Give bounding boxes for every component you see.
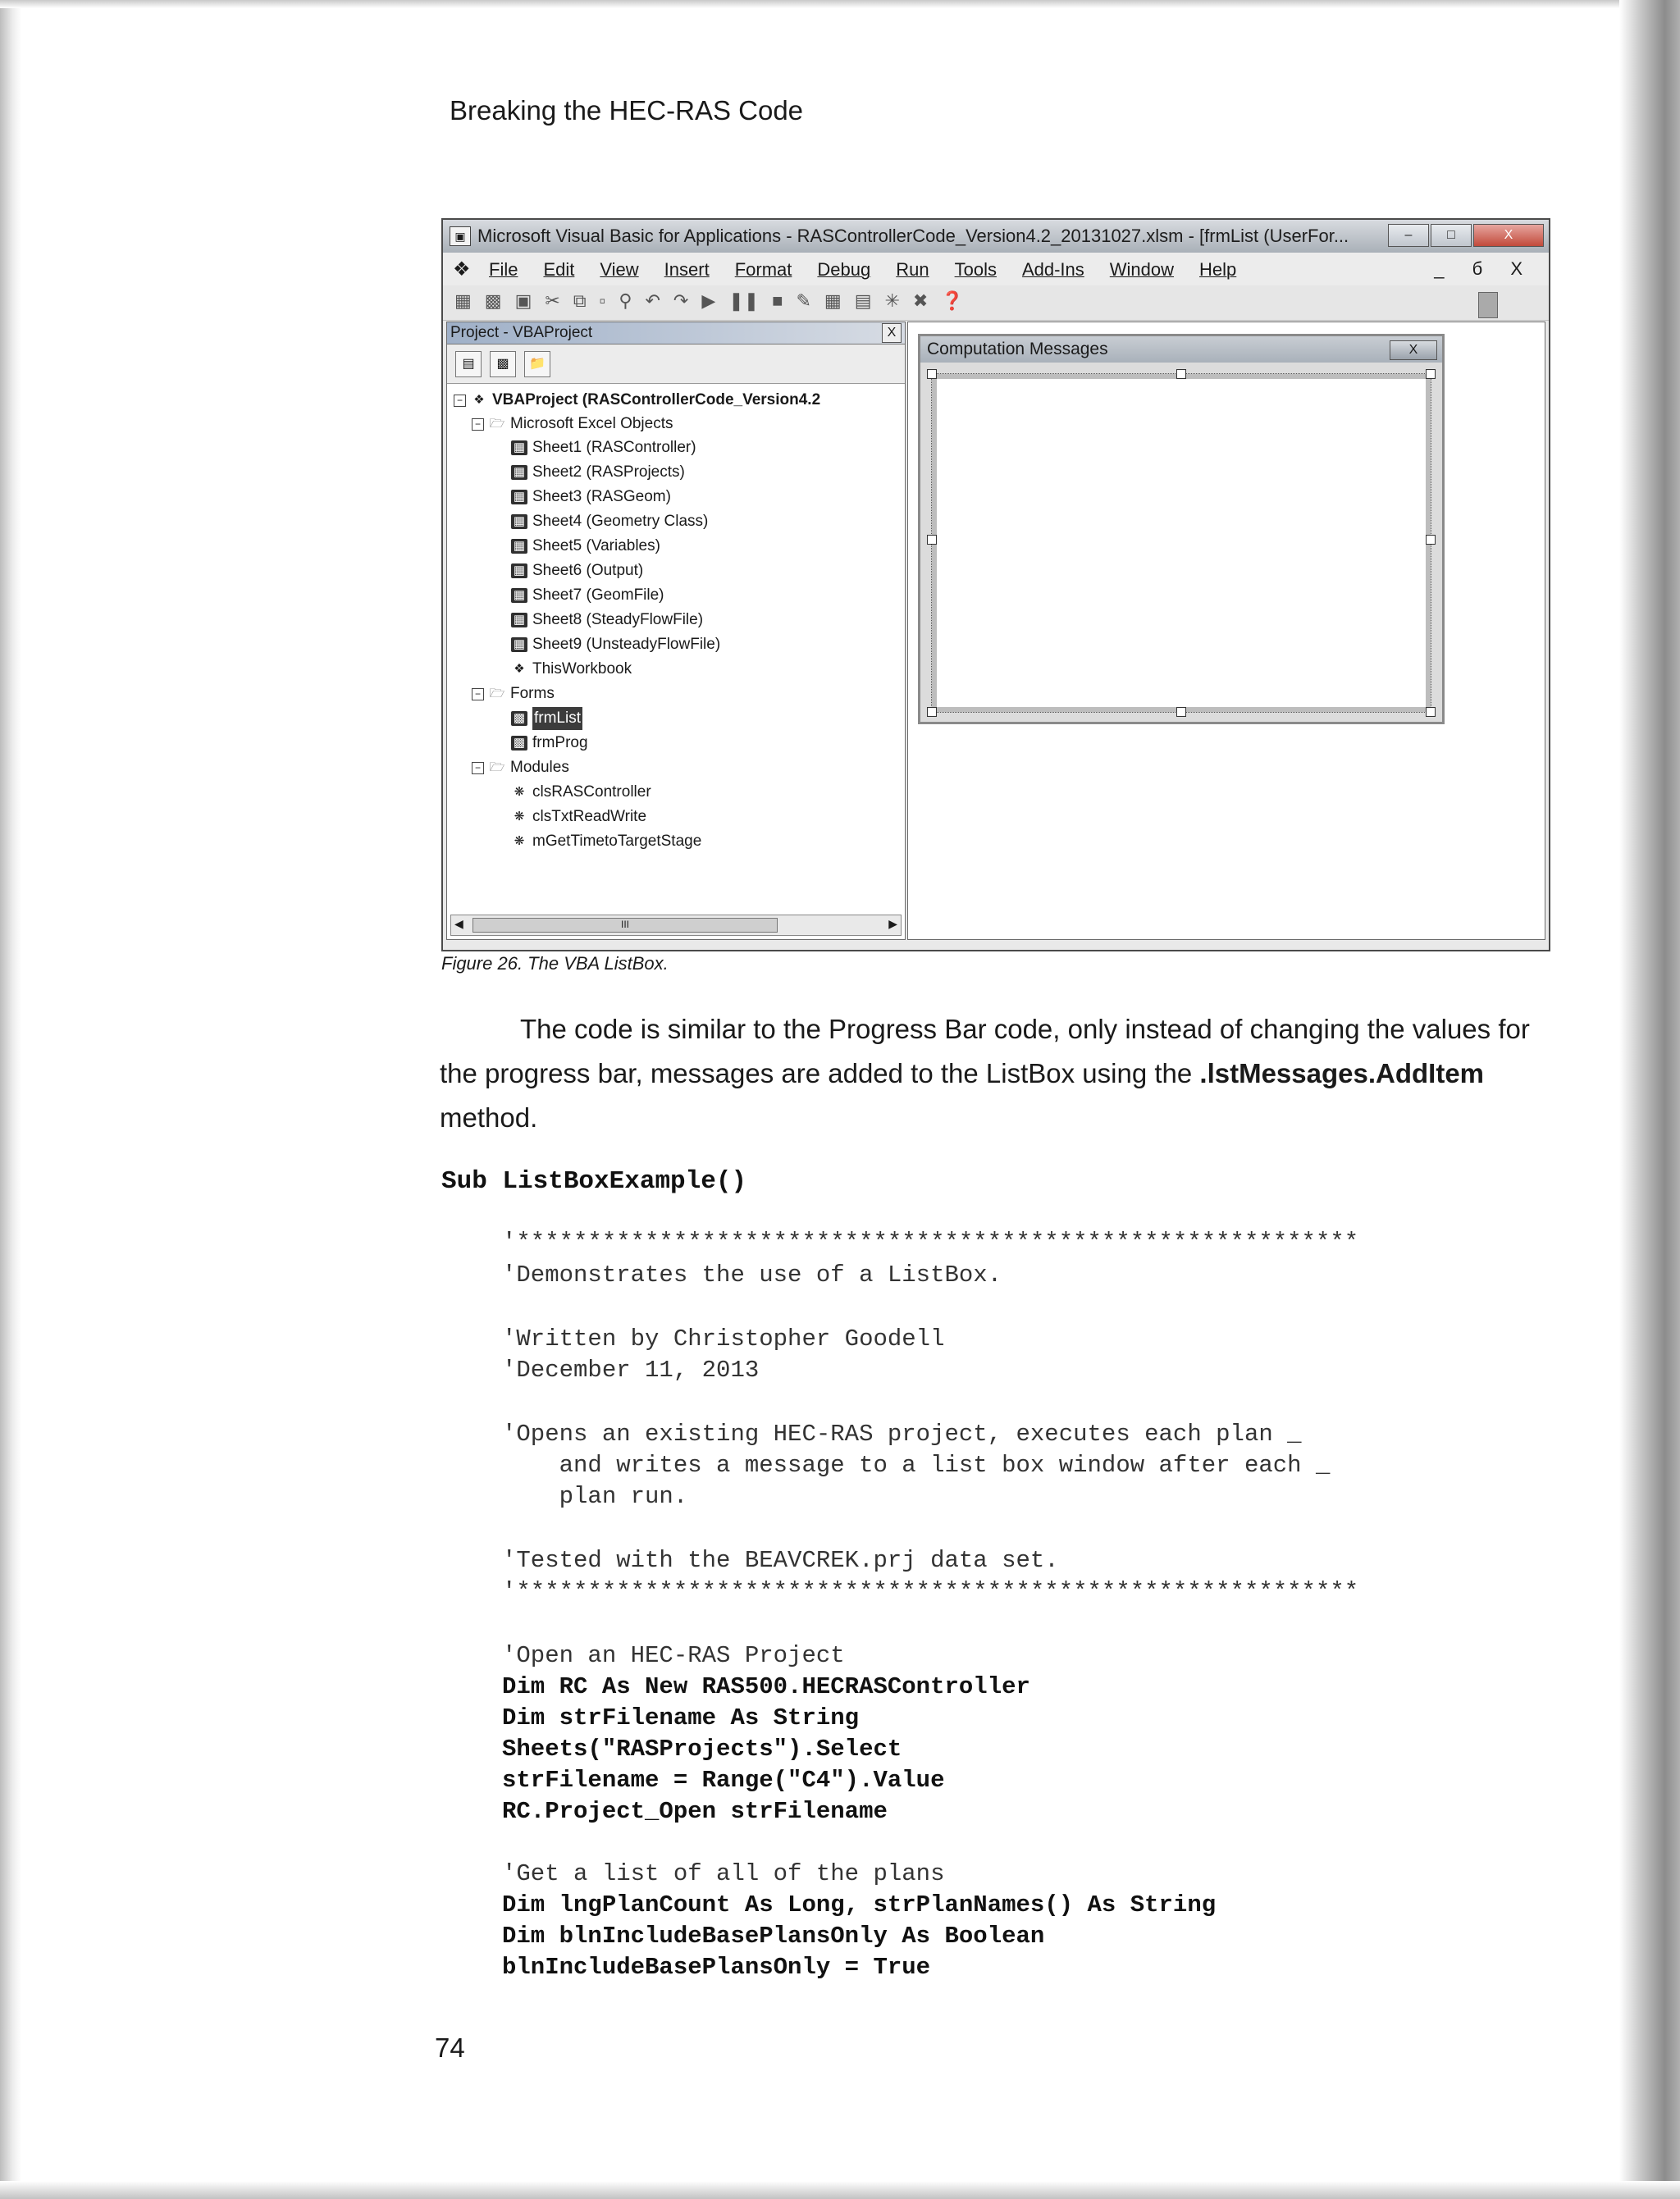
sheet-icon: ▦ — [511, 465, 527, 480]
tree-node[interactable] — [511, 436, 696, 459]
code-line: Dim strFilename As String — [502, 1704, 860, 1731]
workbook-icon: ❖ — [514, 662, 525, 676]
tree-node[interactable] — [472, 756, 569, 779]
sub-header: Sub ListBoxExample() — [441, 1167, 747, 1196]
toolbox-icon[interactable]: ✖ — [912, 290, 929, 311]
code-line: Dim RC As New RAS500.HECRASController — [502, 1673, 1030, 1700]
tree-node[interactable] — [511, 535, 660, 558]
project-explorer-close-button[interactable]: X — [882, 323, 902, 343]
toolbar-scroll-grip[interactable] — [1478, 292, 1498, 318]
tree-node[interactable] — [511, 805, 646, 828]
tree-node-selected[interactable] — [511, 707, 582, 730]
tree-node[interactable] — [511, 461, 685, 484]
folder-icon: 🗁 — [489, 687, 505, 700]
tree-node[interactable] — [511, 830, 701, 853]
reset-icon[interactable]: ■ — [772, 290, 783, 311]
menu-window[interactable]: Window — [1109, 259, 1175, 280]
code-line: 'Open an HEC-RAS Project — [502, 1642, 845, 1669]
userform-frmlist[interactable] — [918, 334, 1445, 724]
view-code-icon[interactable]: ▤ — [455, 351, 482, 377]
tree-node-label: Modules — [510, 759, 569, 776]
page-number: 74 — [435, 2032, 465, 2063]
mdi-controls[interactable]: _ б X — [1434, 258, 1534, 279]
userform-title-bar — [920, 336, 1442, 363]
horizontal-scrollbar[interactable] — [450, 915, 902, 936]
folder-icon: 🗁 — [489, 417, 505, 431]
resize-handle[interactable] — [1426, 535, 1436, 545]
code-line: 'Demonstrates the use of a ListBox. — [502, 1261, 1002, 1289]
resize-handle[interactable] — [1426, 707, 1436, 717]
design-mode-icon[interactable]: ✎ — [796, 290, 811, 311]
maximize-button[interactable]: □ — [1431, 224, 1472, 247]
scroll-thumb[interactable]: III — [472, 918, 778, 933]
tree-node-label: Sheet1 (RASController) — [532, 439, 696, 456]
userform-title: Computation Messages — [927, 340, 1108, 358]
tree-node[interactable] — [454, 389, 820, 412]
vba-editor-window — [441, 218, 1550, 951]
code-line: 'Tested with the BEAVCREK.prj data set. — [502, 1547, 1059, 1574]
tree-node-label: frmProg — [532, 734, 588, 751]
sheet-icon: ▦ — [511, 490, 527, 504]
paste-icon[interactable]: ▫ — [599, 290, 606, 311]
title-bar — [443, 220, 1549, 253]
code-line: 'Written by Christopher Goodell — [502, 1325, 945, 1353]
tree-node-label: Forms — [510, 685, 555, 702]
tree-node-label: mGetTimetoTargetStage — [532, 833, 702, 850]
code-line: Dim blnIncludeBasePlansOnly As Boolean — [502, 1923, 1045, 1950]
code-line: 'Get a list of all of the plans — [502, 1860, 945, 1887]
folder-icon: 🗁 — [489, 760, 505, 774]
view-object-icon[interactable]: ▩ — [490, 351, 516, 377]
object-browser-icon[interactable]: ✳ — [884, 290, 900, 311]
minimize-button[interactable]: – — [1388, 224, 1429, 247]
scroll-right-icon[interactable]: ▶ — [888, 917, 897, 930]
menu-run[interactable]: Run — [896, 259, 929, 280]
tree-node-label: Microsoft Excel Objects — [510, 415, 673, 432]
form-icon: ▩ — [511, 711, 527, 726]
code-line: and writes a message to a list box window after each _ — [502, 1452, 1331, 1479]
page-edge-bottom — [0, 2181, 1680, 2199]
menu-edit[interactable]: Edit — [543, 259, 575, 280]
paragraph-text: The code is similar to the Progress Bar code, only instead of changing the values for the progress bar, messages are added to the ListBox using the — [440, 1014, 1530, 1088]
run-icon[interactable]: ▶ — [701, 290, 716, 311]
page-edge-top — [0, 0, 1680, 8]
sheet-icon: ▦ — [511, 588, 527, 603]
collapse-icon[interactable]: − — [472, 418, 484, 431]
project-explorer-icon[interactable]: ▦ — [824, 290, 842, 311]
tree-node-label: VBAProject (RASControllerCode_Version4.2 — [492, 391, 821, 408]
redo-icon[interactable]: ↷ — [673, 290, 689, 311]
tree-node[interactable] — [472, 413, 673, 436]
menu-view[interactable]: View — [600, 259, 639, 280]
tree-node-label: Sheet9 (UnsteadyFlowFile) — [532, 636, 721, 653]
method-name: .lstMessages.AddItem — [1199, 1058, 1485, 1088]
tree-node[interactable] — [511, 658, 632, 681]
sheet-icon: ▦ — [511, 637, 527, 652]
resize-handle[interactable] — [1176, 707, 1186, 717]
tree-node[interactable] — [511, 584, 664, 607]
figure-caption: Figure 26. The VBA ListBox. — [441, 953, 669, 974]
code-line: Sheets("RASProjects").Select — [502, 1736, 902, 1763]
menu-bar — [443, 253, 1549, 285]
tree-node[interactable] — [511, 781, 651, 804]
copy-icon[interactable]: ⧉ — [573, 290, 587, 311]
lstmessages-listbox[interactable] — [932, 374, 1431, 712]
tree-node-label: Sheet5 (Variables) — [532, 537, 660, 554]
class-module-icon: ❋ — [514, 785, 525, 799]
code-line: Dim lngPlanCount As Long, strPlanNames() As String — [502, 1891, 1217, 1918]
toggle-folders-icon[interactable]: 📁 — [524, 351, 550, 377]
insert-userform-icon[interactable]: ▩ — [484, 290, 502, 311]
tree-node-label: clsTxtReadWrite — [532, 808, 647, 825]
paragraph-text-end: method. — [440, 1102, 538, 1133]
tree-node[interactable] — [511, 510, 708, 533]
help-icon[interactable]: ❓ — [941, 290, 964, 311]
tree-node[interactable] — [511, 486, 671, 509]
sheet-icon: ▦ — [511, 539, 527, 554]
tree-node-label: Sheet8 (SteadyFlowFile) — [532, 611, 704, 628]
code-line: plan run. — [502, 1483, 688, 1510]
find-icon[interactable]: ⚲ — [619, 290, 632, 311]
properties-icon[interactable]: ▤ — [854, 290, 872, 311]
tree-node-label: Sheet3 (RASGeom) — [532, 488, 671, 505]
break-icon[interactable]: ❚❚ — [728, 290, 760, 311]
project-explorer-title-text: Project - VBAProject — [450, 324, 593, 341]
close-button[interactable]: X — [1473, 224, 1544, 247]
window-title: Microsoft Visual Basic for Applications - RASControllerCode_Version4.2_20131027.xlsm - [frmList (UserFor... — [477, 226, 1349, 246]
menu-file[interactable]: File — [489, 259, 518, 280]
code-line: '*********************************************************** — [502, 1578, 1359, 1605]
collapse-icon[interactable]: − — [472, 688, 484, 700]
tree-node[interactable] — [472, 682, 555, 705]
code-line: strFilename = Range("C4").Value — [502, 1767, 945, 1794]
window-buttons — [1388, 224, 1544, 247]
class-module-icon: ❋ — [514, 810, 525, 823]
vba-app-icon: ▣ — [450, 226, 471, 246]
tree-node[interactable] — [511, 609, 703, 632]
view-excel-icon[interactable]: ▦ — [454, 290, 472, 311]
tree-node-label: Sheet2 (RASProjects) — [532, 463, 685, 481]
resize-handle[interactable] — [927, 707, 937, 717]
save-icon[interactable]: ▣ — [514, 290, 532, 311]
menu-insert[interactable]: Insert — [664, 259, 710, 280]
sheet-icon: ▦ — [511, 613, 527, 627]
collapse-icon[interactable]: − — [472, 762, 484, 774]
tree-node-label: Sheet4 (Geometry Class) — [532, 513, 709, 530]
userform-designer — [907, 322, 1545, 940]
class-module-icon: ❋ — [514, 834, 525, 848]
vba-menu-icon[interactable]: ❖ — [453, 258, 471, 281]
code-line: blnIncludeBasePlansOnly = True — [502, 1954, 931, 1981]
running-head: Breaking the HEC-RAS Code — [450, 95, 804, 125]
standard-toolbar — [443, 285, 1549, 321]
tree-node-label: frmList — [532, 707, 582, 730]
undo-icon[interactable]: ↶ — [645, 290, 660, 311]
userform-close-button[interactable]: X — [1390, 340, 1437, 360]
resize-handle[interactable] — [927, 369, 937, 379]
form-icon: ▩ — [511, 736, 527, 750]
resize-handle[interactable] — [1176, 369, 1186, 379]
scroll-left-icon[interactable]: ◀ — [454, 917, 463, 930]
menu-add-ins[interactable]: Add-Ins — [1021, 259, 1084, 280]
project-tree — [447, 384, 905, 850]
code-line: 'Opens an existing HEC-RAS project, executes each plan _ — [502, 1421, 1302, 1448]
body-paragraph — [440, 1007, 1539, 1140]
code-line: 'December 11, 2013 — [502, 1357, 760, 1384]
menu-format[interactable]: Format — [734, 259, 792, 280]
menu-debug[interactable]: Debug — [817, 259, 871, 280]
page-edge-right — [1619, 0, 1680, 2199]
code-line: '*********************************************************** — [502, 1229, 1359, 1256]
menu-tools[interactable]: Tools — [954, 259, 997, 280]
vbaproject-icon: ❖ — [473, 393, 485, 407]
tree-node-label: Sheet7 (GeomFile) — [532, 586, 664, 604]
menu-help[interactable]: Help — [1199, 259, 1237, 280]
code-line: RC.Project_Open strFilename — [502, 1798, 888, 1825]
sheet-icon: ▦ — [511, 563, 527, 578]
tree-node-label: clsRASController — [532, 783, 651, 801]
cut-icon[interactable]: ✂ — [545, 290, 560, 311]
tree-node[interactable] — [511, 559, 643, 582]
collapse-icon[interactable]: − — [454, 395, 466, 407]
sheet-icon: ▦ — [511, 514, 527, 529]
tree-node[interactable] — [511, 633, 720, 656]
project-explorer-title — [447, 322, 905, 344]
sheet-icon: ▦ — [511, 440, 527, 455]
project-explorer — [446, 322, 906, 940]
tree-node-label: Sheet6 (Output) — [532, 562, 644, 579]
resize-handle[interactable] — [927, 535, 937, 545]
resize-handle[interactable] — [1426, 369, 1436, 379]
project-explorer-toolbar — [447, 344, 905, 384]
tree-node[interactable] — [511, 732, 588, 755]
tree-node-label: ThisWorkbook — [532, 660, 632, 677]
page-edge-left — [0, 0, 21, 2199]
